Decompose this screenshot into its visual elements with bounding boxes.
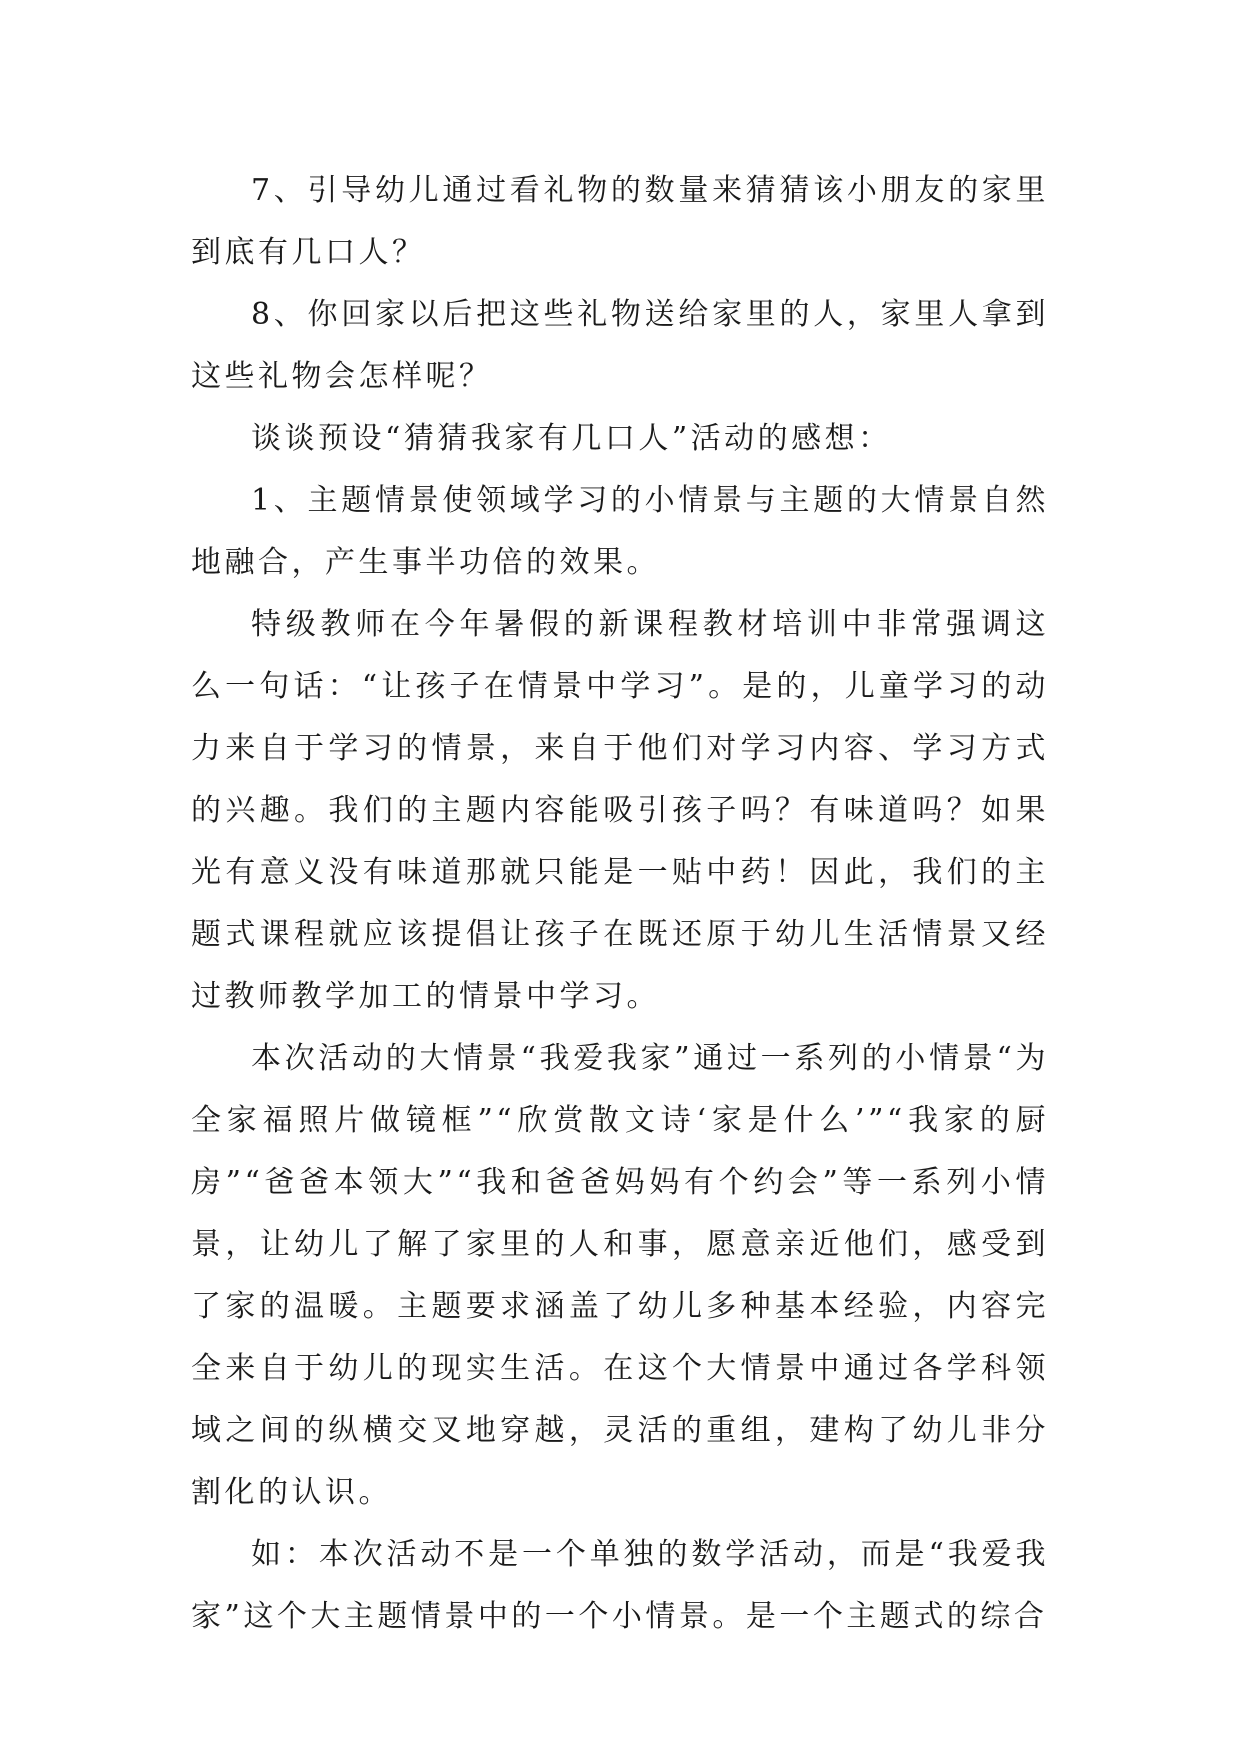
document-body (191, 160, 1049, 1648)
paragraph-example: 如：本次活动不是一个单独的数学活动，而是“我爱我家”这个大主题情景中的一个小情景。是一个主题式的综合 (191, 1537, 1049, 1634)
paragraph-step-8: 8、你回家以后把这些礼物送给家里的人，家里人拿到这些礼物会怎样呢？ (191, 297, 1049, 394)
paragraph-point-1: 1、主题情景使领域学习的小情景与主题的大情景自然地融合，产生事半功倍的效果。 (191, 483, 1049, 580)
paragraph-teacher-training: 特级教师在今年暑假的新课程教材培训中非常强调这么一句话：“让孩子在情景中学习”。是的，儿童学习的动力来自于学习的情景，来自于他们对学习内容、学习方式的兴趣。我们的主题内容能吸引孩子吗？有味道吗？如果光有意义没有味道那就只能是一贴中药！因此，我们的主题式课程就应该提倡让孩子在既还原于幼儿生活情景又经过教师教学加工的情景中学习。 (191, 607, 1049, 1014)
paragraph-reflection-heading: 谈谈预设“猜猜我家有几口人”活动的感想： (251, 421, 892, 456)
paragraph-step-7: 7、引导幼儿通过看礼物的数量来猜猜该小朋友的家里到底有几口人？ (191, 173, 1049, 270)
paragraph-activity-scene: 本次活动的大情景“我爱我家”通过一系列的小情景“为全家福照片做镜框”“欣赏散文诗‘家是什么’”“我家的厨房”“爸爸本领大”“我和爸爸妈妈有个约会”等一系列小情景，让幼儿了解了家里的人和事，愿意亲近他们，感受到了家的温暖。主题要求涵盖了幼儿多种基本经验，内容完全来自于幼儿的现实生活。在这个大情景中通过各学科领域之间的纵横交叉地穿越，灵活的重组，建构了幼儿非分割化的认识。 (191, 1041, 1049, 1510)
